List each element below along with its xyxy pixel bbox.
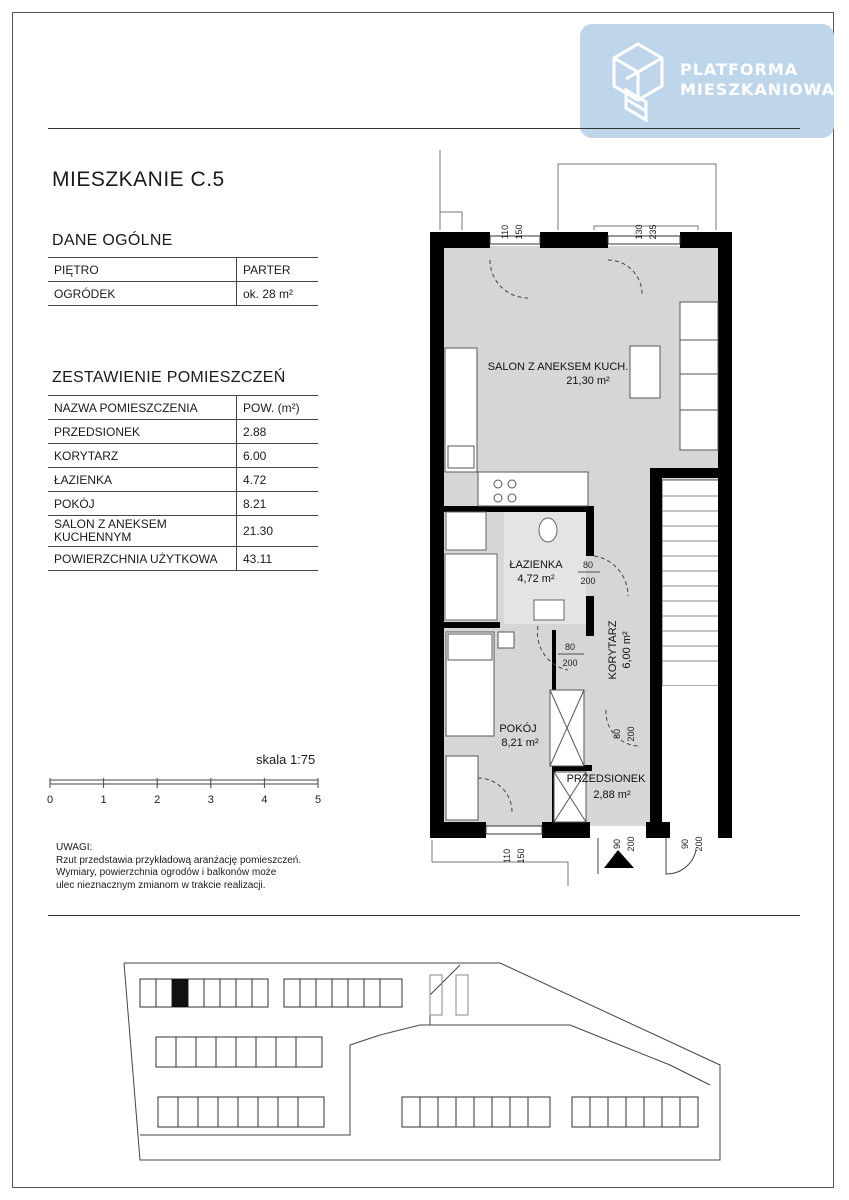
general-value: PARTER (237, 258, 319, 282)
scale-tick: 2 (154, 794, 161, 806)
dimension-label: 200 (562, 658, 578, 668)
col-header-name: NAZWA POMIESZCZENIA (48, 396, 237, 420)
pokoj-area: 8,21 m² (501, 737, 539, 749)
dimension-label: 80 (582, 560, 594, 570)
korytarz-label: KORYTARZ (607, 620, 619, 680)
dimension-label: 90 (612, 838, 622, 850)
floor-plan (418, 150, 778, 890)
notes-line: Wymiary, powierzchnia ogrodów i balkonów może (56, 867, 277, 878)
notes-heading: UWAGI: (56, 842, 93, 853)
col-header-area: POW. (m²) (237, 396, 319, 420)
general-label: PIĘTRO (48, 258, 237, 282)
dimension-label: 200 (694, 836, 704, 852)
table-row (48, 492, 318, 516)
rooms-heading: ZESTAWIENIE POMIESZCZEŃ (52, 369, 286, 386)
przedsionek-area: 2,88 m² (593, 789, 631, 801)
room-name: POKÓJ (48, 492, 237, 516)
logo-line-1: PLATFORMA (680, 60, 799, 79)
parking (430, 975, 468, 1015)
general-heading: DANE OGÓLNE (52, 232, 173, 249)
salon-label: SALON Z ANEKSEM KUCH. (487, 361, 629, 373)
table-row (48, 258, 318, 282)
table-header-row (48, 396, 318, 420)
room-name: PRZEDSIONEK (48, 420, 237, 444)
scale-tick: 3 (207, 794, 214, 806)
table-row (48, 468, 318, 492)
dimension-label: 235 (648, 224, 658, 240)
dimension-label: 150 (516, 848, 526, 864)
table-row (48, 444, 318, 468)
room-area: 8.21 (237, 492, 319, 516)
dimension-label: 150 (514, 224, 524, 240)
notes-line: Rzut przedstawia przykładową aranżację pomieszczeń. (56, 854, 302, 866)
scale-tick: 1 (100, 794, 107, 806)
dimension-label: 80 (564, 642, 576, 652)
entry-arrow-icon (604, 850, 634, 868)
lazienka-label: ŁAZIENKA (509, 559, 563, 571)
table-row (48, 282, 318, 306)
scale-label: skala 1:75 (256, 752, 316, 767)
dimension-label: 110 (500, 224, 510, 240)
logo-text (680, 60, 835, 100)
site-plan (120, 955, 730, 1180)
dimension-label: 200 (626, 726, 636, 742)
general-value: ok. 28 m² (237, 282, 319, 306)
room-area: 6.00 (237, 444, 319, 468)
dimension-label: 90 (680, 838, 690, 850)
dimension-label: 200 (626, 836, 636, 852)
room-area: 4.72 (237, 468, 319, 492)
logo-cube-icon (608, 40, 668, 124)
korytarz-area: 6,00 m² (621, 631, 633, 669)
logo-line-2: MIESZKANIOWA (680, 80, 835, 99)
header-rule (48, 128, 800, 129)
lazienka-area: 4,72 m² (517, 573, 555, 585)
salon-area: 21,30 m² (566, 375, 610, 387)
table-row (48, 547, 318, 571)
building-rows (140, 979, 698, 1127)
room-name: SALON Z ANEKSEM KUCHENNYM (48, 516, 237, 547)
room-name: KORYTARZ (48, 444, 237, 468)
scale-bar (48, 776, 328, 810)
neighbor-entry (662, 686, 720, 826)
room-name: POWIERZCHNIA UŻYTKOWA (48, 547, 237, 571)
platforma-logo (580, 24, 834, 138)
dimension-label: 110 (502, 848, 512, 864)
page-title: MIESZKANIE C.5 (52, 168, 225, 191)
scale-tick: 4 (261, 794, 268, 806)
przedsionek-label: PRZEDSIONEK (566, 773, 646, 785)
room-name: ŁAZIENKA (48, 468, 237, 492)
room-area: 2.88 (237, 420, 319, 444)
table-row (48, 516, 318, 547)
footer-rule (48, 915, 800, 916)
pokoj-label: POKÓJ (499, 723, 537, 735)
general-label: OGRÓDEK (48, 282, 237, 306)
notes-line: ulec nieznacznym zmianom w trakcie realizacji. (56, 879, 266, 891)
general-table (48, 257, 318, 306)
rooms-table (48, 395, 318, 571)
dimension-label: 200 (580, 576, 596, 586)
room-area: 21.30 (237, 516, 319, 547)
scale-tick: 5 (314, 794, 322, 806)
room-area: 43.11 (237, 547, 319, 571)
highlighted-unit (172, 979, 188, 1007)
notes (56, 842, 301, 892)
table-row (48, 420, 318, 444)
dimension-label: 130 (634, 224, 644, 240)
scale-tick: 0 (46, 794, 54, 806)
dimension-label: 80 (612, 728, 622, 740)
